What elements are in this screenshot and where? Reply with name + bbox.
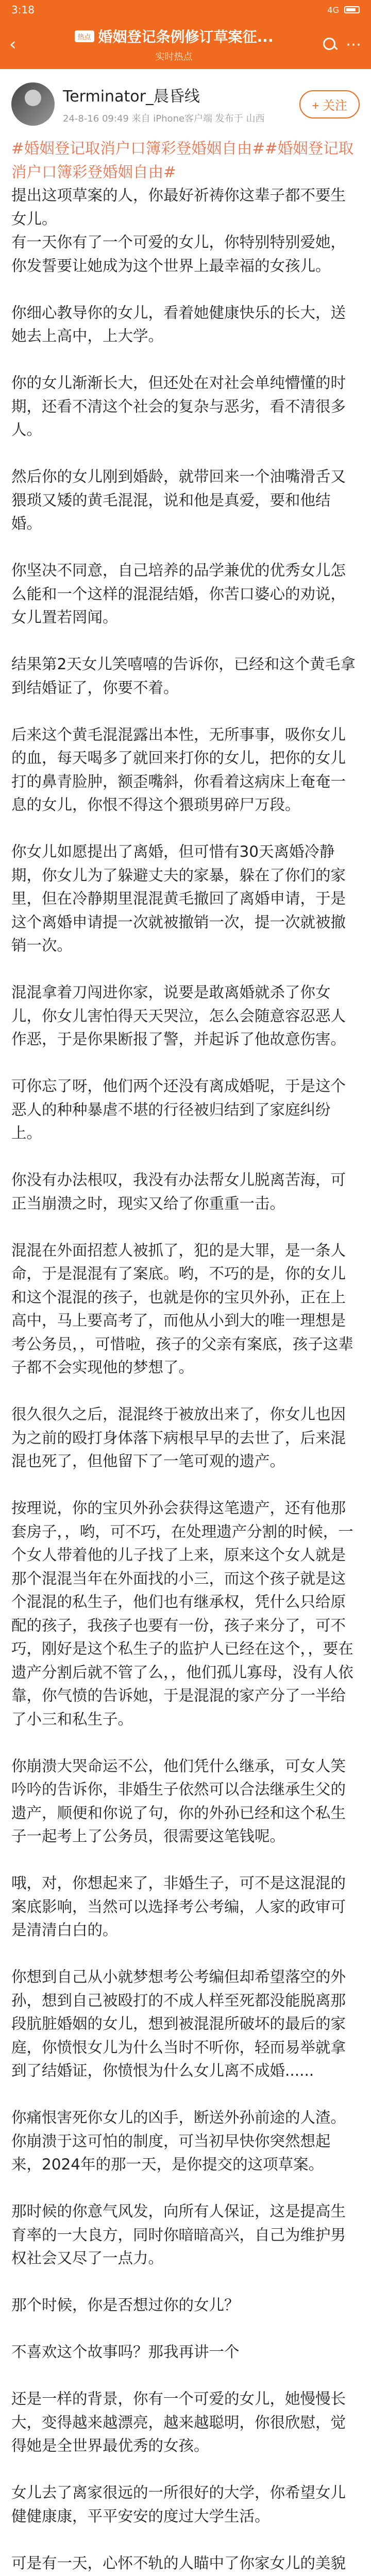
post-meta: 24-8-16 09:49 来自 iPhone客户端 发布于 山西	[63, 113, 265, 124]
post-paragraph: 你痛恨害死你女儿的凶手，断送外孙前途的人渣。你崩溃于这可怕的制度，可当初早快你突然想起来，2024年的那一天，是你提交的这项草案。	[11, 2109, 346, 2173]
page-subtitle: 实时热点	[155, 52, 193, 62]
author-info	[63, 83, 291, 125]
post-paragraph: 混混拿着刀闯进你家，说要是敢离婚就杀了你女儿，你女儿害怕得天天哭泣，怎么会随意容忍恶人作恶，于是你果断报了警，并起诉了他故意伤害。	[11, 984, 346, 1048]
post-paragraph: 还是一样的背景，你有一个可爱的女儿，她慢慢长大，变得越来越漂亮，越来越聪明，你很欣慰，觉得她是全世界最优秀的女孩。	[11, 2390, 346, 2454]
avatar[interactable]	[11, 82, 55, 126]
post-paragraph: 后来这个黄毛混混露出本性，无所事事，吸你女儿的血，每天喝多了就回来打你的女儿，把你的女儿打的鼻青脸肿，额歪嘴斜，你看着这病床上奄奄一息的女儿，你恨不得这个猥琐男碎尸万段。	[11, 725, 346, 814]
post-paragraph: 你崩溃大哭命运不公，他们凭什么继承，可女人笑吟吟的告诉你，非婚生子依然可以合法继承生父的遗产，顺便和你说了句，你的外孙已经和这个私生子一起考上了公务员，很需要这笔钱呢。	[11, 1757, 346, 1845]
post-paragraph: 你的女儿渐渐长大，但还处在对社会单纯懵懂的时期，还看不清这个社会的复杂与恶劣，看不清很多人。	[11, 374, 346, 438]
status-icons	[327, 5, 360, 15]
post-paragraph: 可是有一天，心怀不轨的人瞄中了你家女儿的美貌	[11, 2554, 346, 2572]
post-paragraph: 按理说，你的宝贝外孙会获得这笔遗产，还有他那套房子，，哟，可不巧，在处理遗产分割的时候，一个女人带着他的儿子找了上来，原来这个女人就是那个混混当年在外面找的小三，而这个孩子就是这个混混的私生子，他们也有继承权，凭什么只给原配的孩子，我孩子也要有一份，孩子来分了，可不巧，刚好是这个私生子的监护人已经在这个，，要在遗产分割后就不管了么，，他们孤儿寡母，没有人依靠，你气愤的告诉她，于是混混的家产分了一半给了小三和私生子。	[11, 1499, 353, 1728]
search-icon[interactable]	[321, 36, 339, 53]
back-arrow-icon[interactable]: ‹	[9, 34, 16, 55]
page-title: 婚姻登记条例修订草案征...	[98, 28, 274, 45]
post-paragraph: 那时候的你意气风发，向所有人保证，这是提高生育率的一大良方，同时你暗暗高兴，自己为维护男权社会又尽了一点力。	[11, 2202, 346, 2267]
post-paragraph: 你女儿如愿提出了离婚，但可惜有30天离婚冷静期，你女儿为了躲避丈夫的家暴，躲在了你们的家里，但在冷静期里混混黄毛撤回了离婚申请，于是这个离婚申请提一次就被撤销一次，提一次就被撤销一次。	[11, 843, 346, 954]
post-paragraphs	[11, 184, 360, 2576]
status-time: 3:18	[11, 4, 35, 16]
post-paragraph: 结果第2天女儿笑嘻嘻的告诉你，已经和这个黄毛拿到结婚证了，你要不着。	[11, 655, 356, 697]
post-paragraph: 你坚决不同意，自己培养的品学兼优的优秀女儿怎么能和一个这样的混混结婚，你苦口婆心的劝说，女儿置若罔闻。	[11, 562, 346, 626]
post-paragraph: 那个时候，你是否想过你的女儿？	[11, 2296, 240, 2314]
follow-button[interactable]: + 关注	[299, 90, 360, 118]
more-options-icon[interactable]: ⋯	[346, 35, 362, 54]
post-paragraph: 有一天你有了一个可爱的女儿，你特别特别爱她，你发誓要让她成为这个世界上最幸福的女孩儿。	[11, 233, 346, 275]
post-paragraph: 不喜欢这个故事吗？那我再讲一个	[11, 2343, 240, 2361]
post-paragraph: 然后你的女儿刚到婚龄，就带回来一个油嘴滑舌又猥琐又矮的黄毛混混，说和他是真爱，要和他结婚。	[11, 468, 346, 532]
post-paragraph: 你细心教导你的女儿，看着她健康快乐的长大，送她去上高中，上大学。	[11, 303, 346, 345]
nav-title-block	[34, 26, 314, 63]
post-paragraph: 女儿去了离家很远的一所很好的大学，你希望女儿健健康康，平平安安的度过大学生活。	[11, 2484, 346, 2525]
post-paragraph: 很久很久之后，混混终于被放出来了，你女儿也因为之前的殴打身体落下病根早早的去世了，后来混混也死了，但他留下了一笔可观的遗产。	[11, 1405, 346, 1470]
author-header	[0, 69, 371, 130]
post-paragraph: 你没有办法根叹，我没有办法帮女儿脱离苦海，可正当崩溃之时，现实又给了你重重一击。	[11, 1171, 346, 1212]
post-paragraph: 可你忘了呀，他们两个还没有离成婚呢，于是这个恶人的种种暴虐不堪的行径被归结到了家庭纠纷上。	[11, 1077, 346, 1142]
post-paragraph: 哦，对，你想起来了，非婚生子，可不是这混混的案底影响，当然可以选择考公考编，人家的政审可是清清白白的。	[11, 1874, 346, 1939]
post-paragraph: 提出这项草案的人，你最好祈祷你这辈子都不要生女儿。	[11, 187, 346, 228]
post-body	[0, 130, 371, 2576]
status-bar	[0, 0, 371, 20]
post-paragraph: 你想到自己从小就梦想考公考编但却希望落空的外孙，想到自己被殴打的不成人样至死都没能脱离那段肮脏婚姻的女儿，想到被混混所破坏的最后的家庭，你愤恨女儿为什么当时不听你，轻而易举就拿到了结婚证，你愤恨为什么女儿离不成婚......	[11, 1968, 346, 2079]
post-hashtags[interactable]: #婚姻登记取消户口簿彩登婚姻自由##婚姻登记取消户口簿彩登婚姻自由#	[11, 140, 354, 181]
signal-indicator: 4G	[327, 5, 339, 15]
author-name[interactable]: Terminator_晨昏线	[63, 88, 200, 106]
post-paragraph: 混混在外面招惹人被抓了，犯的是大罪，是一条人命，于是混混有了案底。哟，不巧的是，你的女儿和这个混混的孩子，也就是你的宝贝外孙，正在上高中，马上要高考了，而他从小到大的唯一理想是考公务员，，可惜啦，孩子的父亲有案底，孩子这辈子都不会实现他的梦想了。	[11, 1241, 353, 1376]
hot-badge: 热点	[75, 30, 94, 42]
battery-icon	[344, 6, 360, 13]
top-nav-bar	[0, 20, 371, 69]
